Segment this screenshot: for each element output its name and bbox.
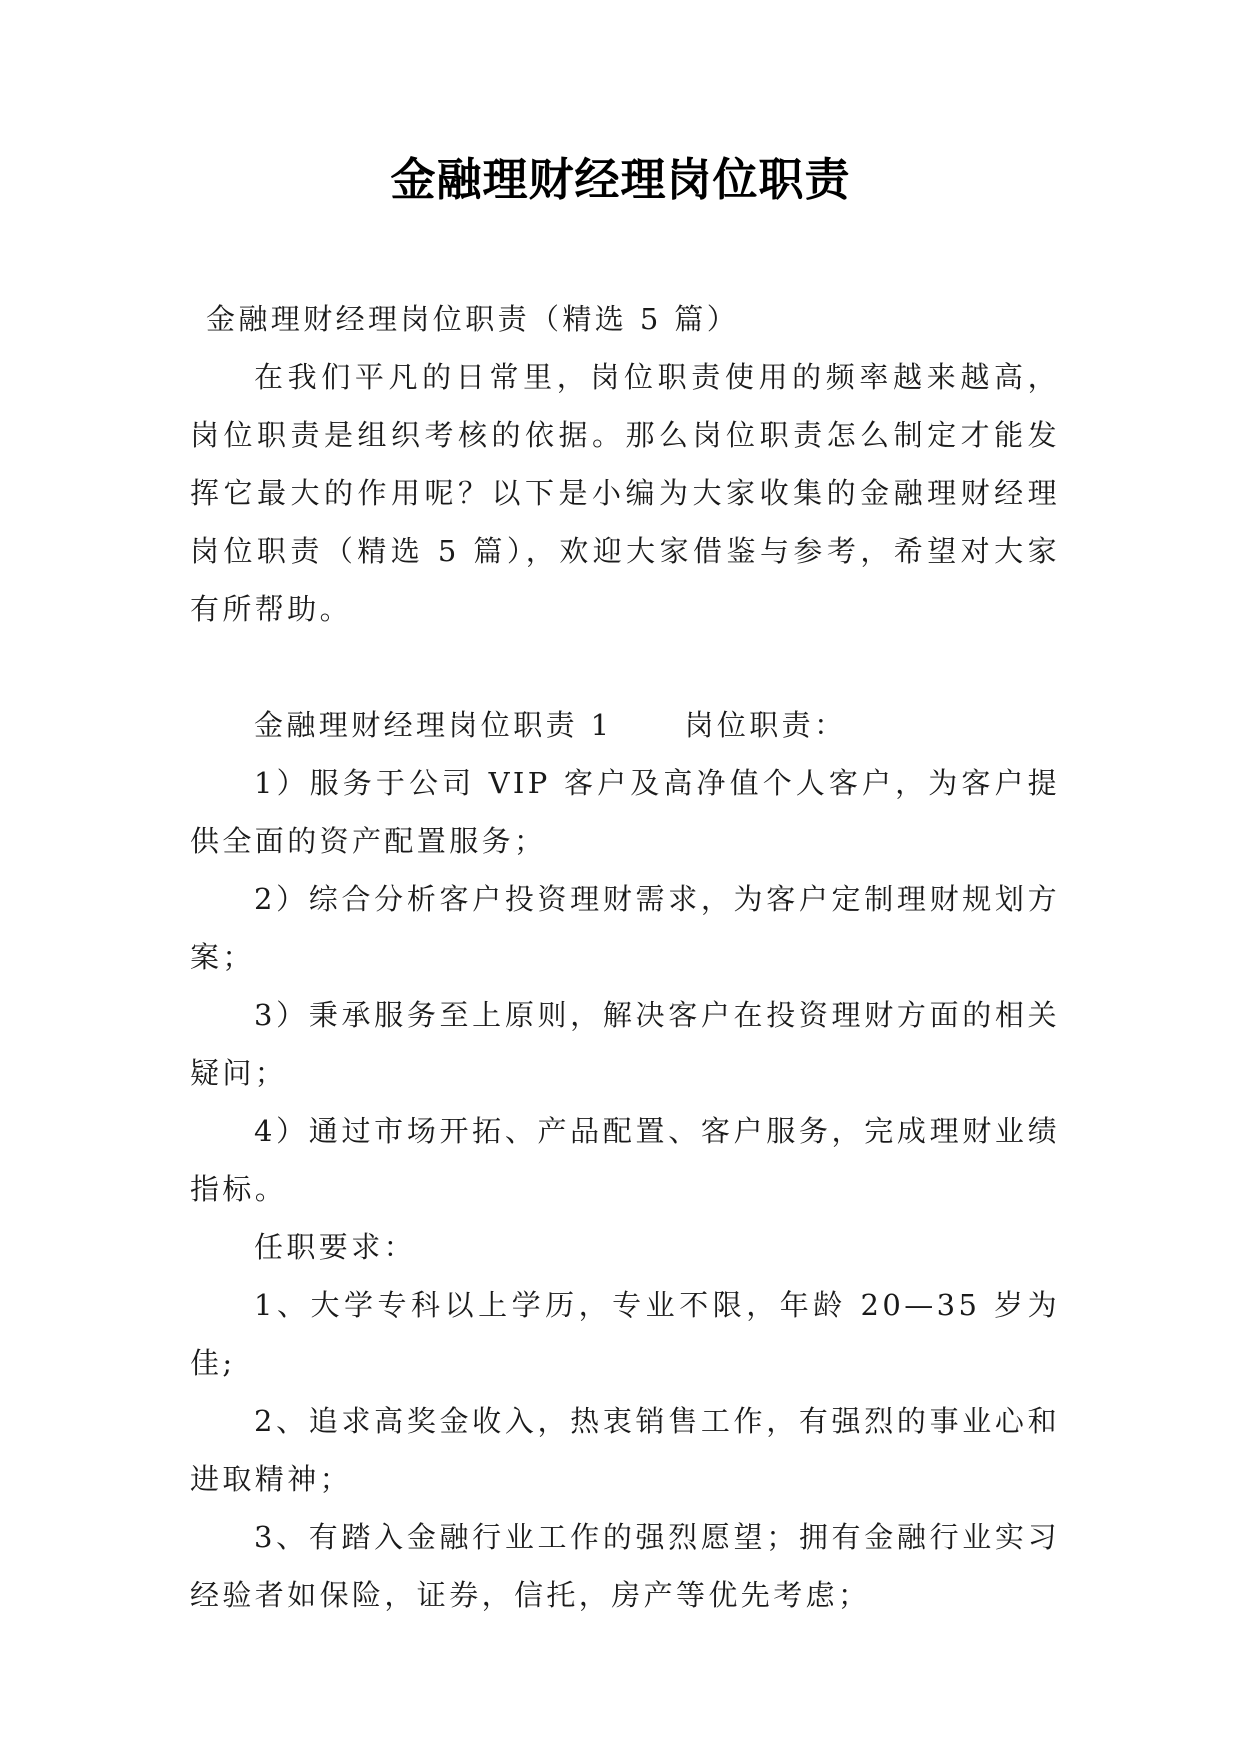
section-heading: 金融理财经理岗位职责 1: [254, 708, 613, 742]
duty-item: 2）综合分析客户投资理财需求，为客户定制理财规划方案；: [190, 882, 1060, 974]
requirements-label: 任职要求：: [254, 1230, 417, 1264]
duties-label: 岗位职责：: [684, 708, 847, 742]
requirement-item: 3、有踏入金融行业工作的强烈愿望；拥有金融行业实习经验者如保险，证券，信托，房产等优先考虑；: [190, 1520, 1060, 1612]
document-body: [190, 290, 1060, 1624]
requirement-item: 1、大学专科以上学历，专业不限，年龄 20—35 岁为佳;: [190, 1288, 1060, 1380]
section-heading-line: [190, 696, 1060, 754]
paragraph-spacer: [190, 638, 1060, 696]
duty-item: 1）服务于公司 VIP 客户及高净值个人客户，为客户提供全面的资产配置服务；: [190, 766, 1060, 858]
document-subtitle: 金融理财经理岗位职责（精选 5 篇）: [206, 302, 740, 336]
duty-item: 4）通过市场开拓、产品配置、客户服务，完成理财业绩指标。: [190, 1114, 1060, 1206]
document-title: 金融理财经理岗位职责: [390, 153, 851, 206]
requirement-item: 2、追求高奖金收入，热衷销售工作，有强烈的事业心和进取精神；: [190, 1404, 1060, 1496]
duty-item: 3）秉承服务至上原则，解决客户在投资理财方面的相关疑问；: [190, 998, 1060, 1090]
intro-paragraph: 在我们平凡的日常里，岗位职责使用的频率越来越高，岗位职责是组织考核的依据。那么岗位职责怎么制定才能发挥它最大的作用呢？以下是小编为大家收集的金融理财经理岗位职责（精选 5 篇），欢迎大家借鉴与参考，希望对大家有所帮助。: [190, 360, 1060, 626]
